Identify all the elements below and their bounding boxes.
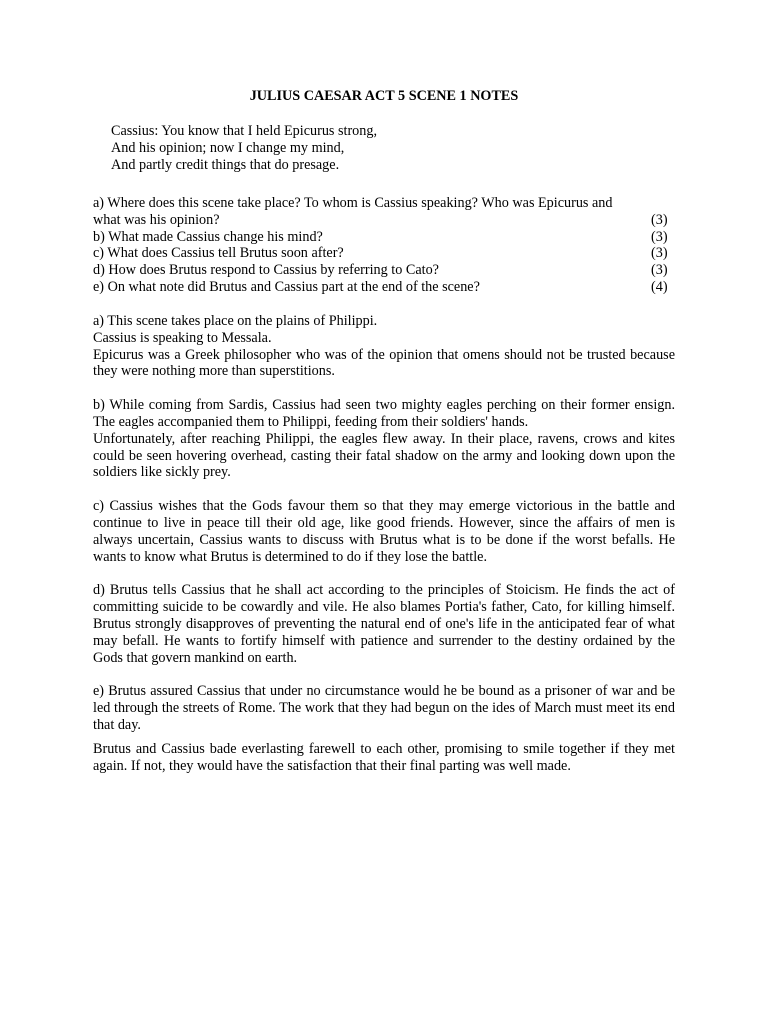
- question-text: e) On what note did Brutus and Cassius part at the end of the scene?: [93, 278, 480, 295]
- question-marks: (4): [651, 278, 668, 295]
- question-text: b) What made Cassius change his mind?: [93, 228, 323, 245]
- answer-a-line: a) This scene takes place on the plains of Philippi.: [93, 313, 378, 329]
- question-item: [93, 245, 675, 262]
- answers-section: [93, 313, 675, 774]
- question-marks: (3): [651, 211, 668, 228]
- question-item: [93, 262, 675, 279]
- answer-b-line: b) While coming from Sardis, Cassius had seen two mighty eagles perching on their former ensign. The eagles accompanied them to Philippi, feeding from their soldiers' hands.: [93, 397, 675, 430]
- answer-a: [93, 313, 675, 380]
- answer-e: e) Brutus assured Cassius that under no circumstance would he be bound as a prisoner of war and be led through the streets of Rome. The work that they had begun on the ides of March must meet its end that day.: [93, 683, 675, 733]
- answer-b-line: Unfortunately, after reaching Philippi, the eagles flew away. In their place, ravens, crows and kites could be seen hovering overhead, casting their fatal shadow on the army and looking down upon the soldiers like sickly prey.: [93, 430, 675, 481]
- answer-c: c) Cassius wishes that the Gods favour them so that they may emerge victorious in the battle and continue to live in peace till their old age, like good friends. However, since the affairs of men is always uncertain, Cassius wants to discuss with Brutus what is to be done if the worst befalls. He wants to know what Brutus is determined to do if they lose the battle.: [93, 498, 675, 565]
- question-marks: (3): [651, 228, 668, 245]
- quote-line: Cassius: You know that I held Epicurus strong,: [111, 123, 378, 139]
- page-title: JULIUS CAESAR ACT 5 SCENE 1 NOTES: [249, 88, 519, 104]
- question-item: [93, 279, 675, 296]
- quote-line: And his opinion; now I change my mind,: [111, 139, 345, 156]
- question-marks: (3): [651, 245, 668, 262]
- question-a-line1: a) Where does this scene take place? To whom is Cassius speaking? Who was Epicurus and: [93, 195, 613, 211]
- question-text: d) How does Brutus respond to Cassius by referring to Cato?: [93, 262, 439, 279]
- answer-a-line: Cassius is speaking to Messala.: [93, 329, 272, 346]
- question-item: [93, 212, 675, 229]
- answer-d: d) Brutus tells Cassius that he shall act according to the principles of Stoicism. He finds the act of committing suicide to be cowardly and vile. He also blames Portia's father, Cato, for killing himself. Brutus strongly disapproves of preventing the natural end of one's life in the anticipated fear of what may befall. He wants to fortify himself with patience and surrender to the destiny ordained by the Gods that govern mankind on earth.: [93, 582, 675, 666]
- quote-line: And partly credit things that do presage.: [111, 156, 340, 173]
- paragraph-spacer: [93, 734, 675, 741]
- quote-block: [111, 123, 671, 173]
- question-marks: (3): [651, 262, 668, 279]
- answer-e-conclusion: Brutus and Cassius bade everlasting farewell to each other, promising to smile together if they met again. If not, they would have the satisfaction that their final parting was well made.: [93, 740, 675, 774]
- questions-list: [93, 195, 675, 296]
- question-item: [93, 229, 675, 246]
- question-text: c) What does Cassius tell Brutus soon after?: [93, 245, 344, 262]
- answer-a-line: Epicurus was a Greek philosopher who was of the opinion that omens should not be trusted because they were nothing more than superstitions.: [93, 346, 675, 380]
- answer-b: [93, 397, 675, 481]
- question-a-line2: what was his opinion?: [93, 211, 220, 228]
